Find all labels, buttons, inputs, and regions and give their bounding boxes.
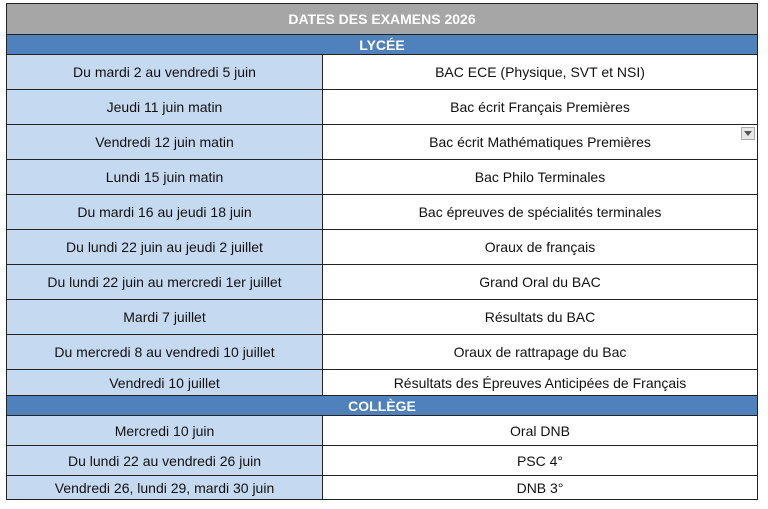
exam-cell: PSC 4° (323, 446, 757, 475)
table-row (6, 160, 758, 195)
exam-cell: Oraux de rattrapage du Bac (323, 335, 757, 369)
exam-cell: Oraux de français (323, 230, 757, 264)
date-cell: Vendredi 26, lundi 29, mardi 30 juin (7, 476, 323, 499)
date-cell: Vendredi 12 juin matin (7, 125, 323, 159)
exam-cell: Oral DNB (323, 416, 757, 445)
section-heading-college: COLLÈGE (6, 396, 758, 416)
table-title: DATES DES EXAMENS 2026 (6, 3, 758, 35)
chevron-down-icon[interactable] (741, 127, 755, 140)
table-row (6, 446, 758, 476)
table-row (6, 300, 758, 335)
exam-cell: Grand Oral du BAC (323, 265, 757, 299)
date-cell: Mardi 7 juillet (7, 300, 323, 334)
table-row (6, 90, 758, 125)
date-cell: Du lundi 22 au vendredi 26 juin (7, 446, 323, 475)
table-row (6, 230, 758, 265)
exam-cell: Bac écrit Français Premières (323, 90, 757, 124)
exam-cell: Bac épreuves de spécialités terminales (323, 195, 757, 229)
table-row (6, 476, 758, 500)
exam-dates-table (6, 3, 758, 500)
exam-cell: Bac Philo Terminales (323, 160, 757, 194)
table-row (6, 55, 758, 90)
table-row (6, 335, 758, 370)
date-cell: Lundi 15 juin matin (7, 160, 323, 194)
section-heading-lycee: LYCÉE (6, 35, 758, 55)
table-row (6, 125, 758, 160)
exam-cell: Résultats des Épreuves Anticipées de Français (323, 370, 757, 395)
date-cell: Du mercredi 8 au vendredi 10 juillet (7, 335, 323, 369)
date-cell: Du lundi 22 juin au mercredi 1er juillet (7, 265, 323, 299)
exam-cell: DNB 3° (323, 476, 757, 499)
exam-cell (323, 125, 757, 159)
table-row (6, 265, 758, 300)
table-row (6, 416, 758, 446)
date-cell: Jeudi 11 juin matin (7, 90, 323, 124)
date-cell: Du lundi 22 juin au jeudi 2 juillet (7, 230, 323, 264)
date-cell: Du mardi 2 au vendredi 5 juin (7, 55, 323, 89)
table-row (6, 195, 758, 230)
table-row (6, 370, 758, 396)
date-cell: Mercredi 10 juin (7, 416, 323, 445)
date-cell: Vendredi 10 juillet (7, 370, 323, 395)
date-cell: Du mardi 16 au jeudi 18 juin (7, 195, 323, 229)
exam-cell-text: Bac écrit Mathématiques Premières (429, 134, 651, 150)
exam-cell: BAC ECE (Physique, SVT et NSI) (323, 55, 757, 89)
exam-cell: Résultats du BAC (323, 300, 757, 334)
